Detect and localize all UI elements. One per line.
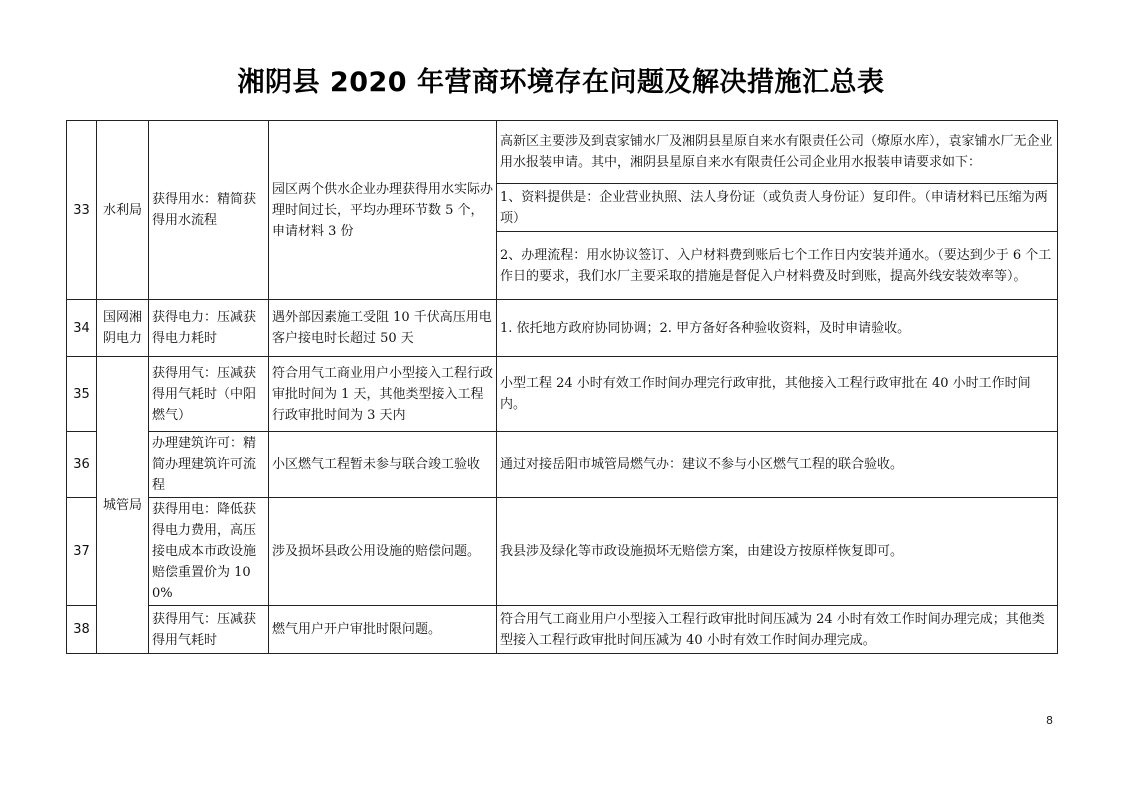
row-number: 36 [67,432,97,498]
problem-cell: 符合用气工商业用户小型接入工程行政审批时间为 1 天，其他类型接入工程行政审批时间为 3 天内 [269,357,497,432]
item-cell: 获得用气：压减获得用气耗时 [149,606,269,654]
solution-cell: 我县涉及绿化等市政设施损坏无赔偿方案，由建设方按原样恢复即可。 [497,498,1058,606]
department-cell: 城管局 [97,357,149,654]
table-row [67,432,1058,498]
table-row [67,121,1058,184]
problem-cell: 涉及损坏县政公用设施的赔偿问题。 [269,498,497,606]
item-cell: 获得用电：降低获得电力费用，高压接电成本市政设施赔偿重置价为 100% [149,498,269,606]
item-cell: 获得用气：压减获得用气耗时（中阳燃气） [149,357,269,432]
problem-cell: 燃气用户开户审批时限问题。 [269,606,497,654]
problem-cell: 遇外部因素施工受阻 10 千伏高压用电客户接电时长超过 50 天 [269,300,497,357]
item-cell: 办理建筑许可：精简办理建筑许可流程 [149,432,269,498]
row-number: 38 [67,606,97,654]
document-title: 湘阴县 2020 年营商环境存在问题及解决措施汇总表 [237,67,885,98]
solution-cell: 通过对接岳阳市城管局燃气办：建议不参与小区燃气工程的联合验收。 [497,432,1058,498]
page-number: 8 [1046,714,1053,727]
solution-cell: 1. 依托地方政府协同协调；2. 甲方备好各种验收资料，及时申请验收。 [497,300,1058,357]
issues-table [66,120,1058,654]
item-cell: 获得用水：精简获得用水流程 [149,121,269,300]
solution-cell: 高新区主要涉及到袁家铺水厂及湘阴县星原自来水有限责任公司（燎原水库），袁家铺水厂无企业用水报装申请。其中，湘阴县星原自来水有限责任公司企业用水报装申请要求如下： [497,121,1058,184]
solution-cell: 2、办理流程：用水协议签订、入户材料费到账后七个工作日内安装并通水。（要达到少于 6 个工作日的要求，我们水厂主要采取的措施是督促入户材料费及时到账，提高外线安装效率等）。 [497,232,1058,300]
row-number: 34 [67,300,97,357]
department-cell: 国网湘阴电力 [97,300,149,357]
solution-cell: 符合用气工商业用户小型接入工程行政审批时间压减为 24 小时有效工作时间办理完成；其他类型接入工程行政审批时间压减为 40 小时有效工作时间办理完成。 [497,606,1058,654]
solution-cell: 1、资料提供是：企业营业执照、法人身份证（或负责人身份证）复印件。（申请材料已压缩为两项） [497,184,1058,232]
department-cell: 水利局 [97,121,149,300]
row-number: 37 [67,498,97,606]
solution-cell: 小型工程 24 小时有效工作时间办理完行政审批，其他接入工程行政审批在 40 小时工作时间内。 [497,357,1058,432]
table-row [67,357,1058,432]
row-number: 33 [67,121,97,300]
problem-cell: 园区两个供水企业办理获得用水实际办理时间过长，平均办理环节数 5 个，申请材料 3 份 [269,121,497,300]
table-row [67,498,1058,606]
table-row [67,606,1058,654]
problem-cell: 小区燃气工程暂未参与联合竣工验收 [269,432,497,498]
item-cell: 获得电力：压减获得电力耗时 [149,300,269,357]
table-row [67,300,1058,357]
row-number: 35 [67,357,97,432]
